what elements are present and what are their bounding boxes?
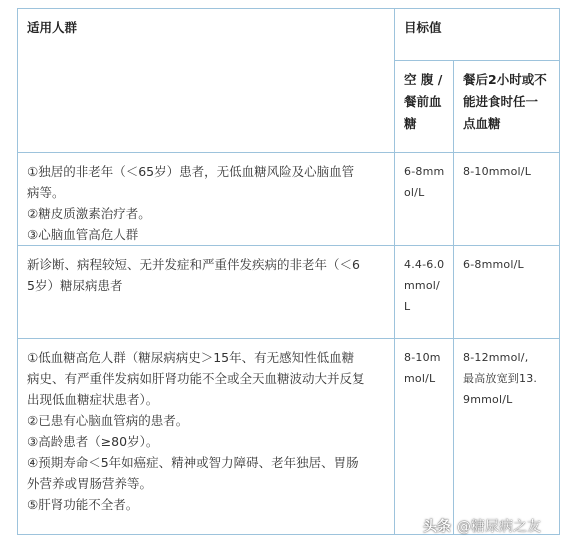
target-header-cell [395,9,560,61]
watermark [423,516,541,536]
population-cell: 新诊断、病程较短、无并发症和严重伴发疾病的非老年（＜6 5岁）糖尿病患者 [18,246,395,339]
fasting-value-cell: 4.4-6.0 mmol/ L [395,246,454,339]
population-cell: ①低血糖高危人群（糖尿病病史＞15年、有无感知性低血糖 病史、有严重伴发病如肝肾功能不全或全天血糖波动大并反复 出现低血糖症状患者）。 ②已患有心脑血管病的患者。 ③高龄患者（≥80岁）。 ④预期寿命＜5年如癌症、精神或智力障碍、老年独居、胃肠 外营养或胃肠营养等。 ⑤肝肾功能不全者。 [18,339,395,535]
target-header: 目标值 [404,20,442,35]
postprandial-header: 餐后2小时或不 能进食时任一 点血糖 [463,72,547,131]
fasting-header-cell [395,61,454,153]
glucose-target-table [17,8,560,535]
fasting-value-cell: 8-10m mol/L [395,339,454,535]
fasting-value-cell: 6-8mm ol/L [395,153,454,246]
table-row [18,246,560,339]
population-header: 适用人群 [27,20,78,35]
postprandial-value-cell: 8-12mmol/, 最高放宽到13. 9mmol/L [454,339,560,535]
fasting-header: 空 腹 / 餐前血 糖 [404,72,443,131]
postprandial-value-cell: 6-8mmol/L [454,246,560,339]
table-row [18,153,560,246]
postprandial-header-cell [454,61,560,153]
population-cell: ①独居的非老年（＜65岁）患者，无低血糖风险及心脑血管 病等。 ②糖皮质激素治疗者。 ③心脑血管高危人群 [18,153,395,246]
table-row [18,339,560,535]
population-header-cell [18,9,395,153]
postprandial-value-cell: 8-10mmol/L [454,153,560,246]
watermark-account: @糖尿病之友 [457,519,541,535]
watermark-platform: 头条 [423,519,451,535]
